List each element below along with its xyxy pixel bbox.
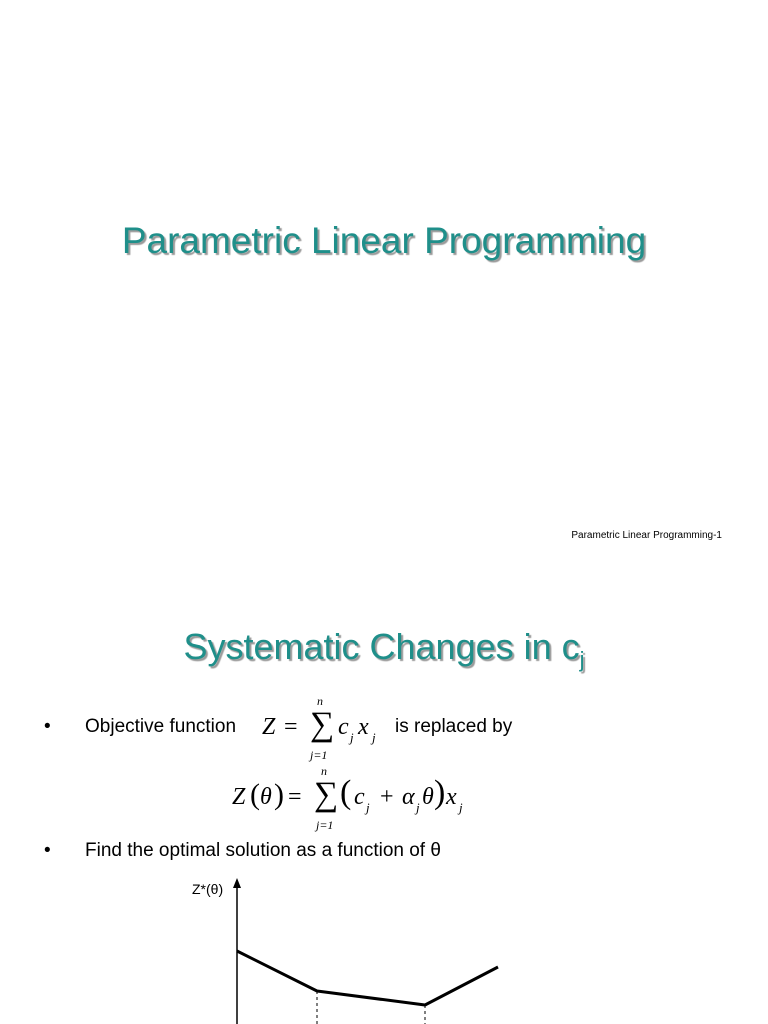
formula2-x-sub: j <box>459 800 463 815</box>
slide-1-title: Parametric Linear Programming <box>121 220 647 261</box>
formula2-lhs: Z <box>232 784 246 810</box>
slide-2 <box>0 576 768 1024</box>
formula2-equals: = <box>288 784 302 810</box>
formula1-x: x <box>358 714 369 740</box>
formula2-lparen: ( <box>250 778 260 811</box>
graph-y-label: Z*(θ) <box>192 881 224 897</box>
formula2-theta2: θ <box>422 784 434 810</box>
formula2-lower: j=1 <box>316 818 334 832</box>
formula2-rparen: ) <box>274 778 284 811</box>
formula2-upper: n <box>321 764 327 778</box>
formula2-big-lparen: ( <box>340 774 352 811</box>
formula2-plus: + <box>380 784 394 810</box>
formula1-c: c <box>338 714 349 740</box>
bullet-1-text-after: is replaced by <box>395 716 513 737</box>
graph-y-axis-arrow <box>233 878 241 888</box>
formula1-equals: = <box>284 714 298 740</box>
formula1-upper: n <box>317 694 323 708</box>
formula1-x-sub: j <box>372 730 376 745</box>
slide-2-title-main: Systematic Changes in c <box>183 626 580 667</box>
formula2-big-rparen: ) <box>434 774 446 811</box>
formula1-lower: j=1 <box>310 748 328 762</box>
formula2-c-sub: j <box>366 800 370 815</box>
slide-2-title-subscript: j <box>579 647 585 672</box>
formula2-c: c <box>354 784 365 810</box>
bullet-2-text: Find the optimal solution as a function of θ <box>85 840 441 861</box>
formula2-sum: ∑ <box>314 776 339 813</box>
bullet-1-text-before: Objective function <box>85 716 237 737</box>
formula1-sum: ∑ <box>310 706 335 743</box>
graph-piecewise-line <box>237 951 498 1005</box>
piecewise-graph <box>0 576 768 1024</box>
formula2-alpha: α <box>402 784 415 810</box>
bullet-marker-2: • <box>44 840 51 861</box>
bullet-marker-1: • <box>44 716 51 737</box>
formula1-c-sub: j <box>350 730 354 745</box>
formula2-alpha-sub: j <box>416 800 420 815</box>
slide-footer: Parametric Linear Programming-1 <box>571 530 722 541</box>
formula1-lhs: Z <box>262 714 276 740</box>
formula2-theta: θ <box>260 784 272 810</box>
formula2-x: x <box>446 784 457 810</box>
